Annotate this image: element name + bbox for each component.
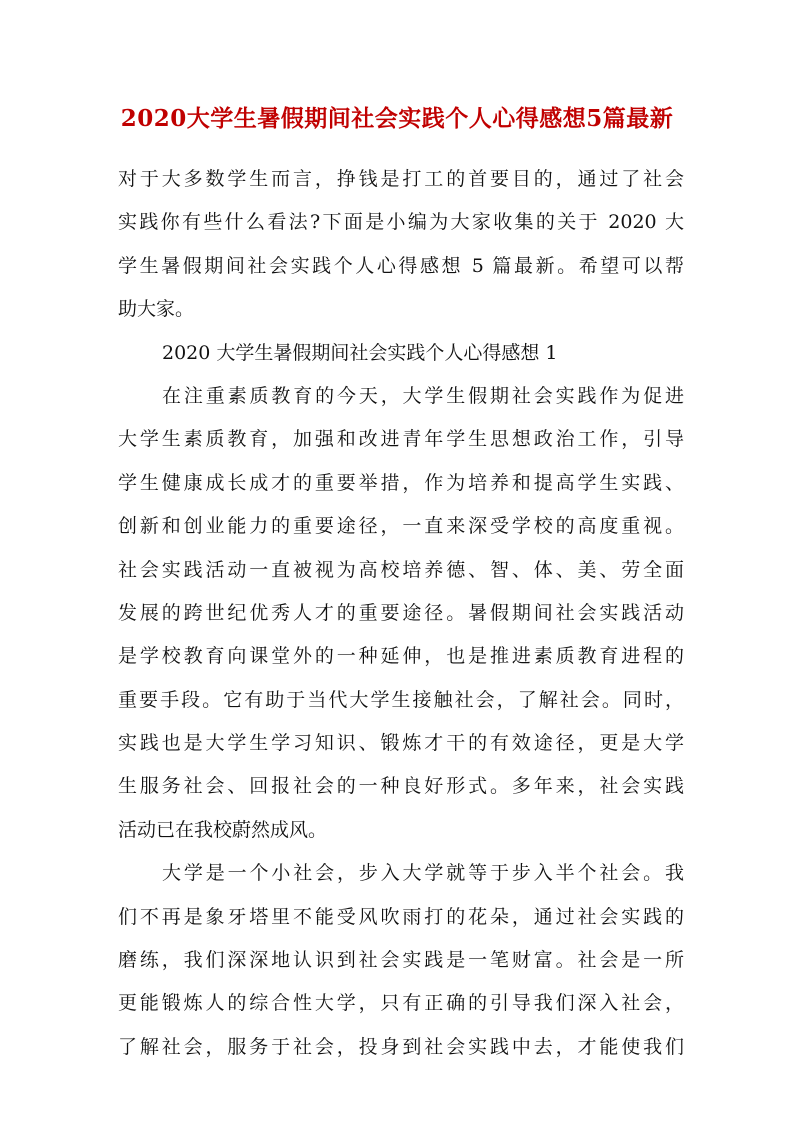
paragraph-line: 在注重素质教育的今天，大学生假期社会实践作为促进 [162,384,684,407]
paragraph-line: 大学生素质教育，加强和改进青年学生思想政治工作，引导 [118,428,684,451]
intro-line: 学生暑假期间社会实践个人心得感想 5 篇最新。希望可以帮 [118,254,684,277]
paragraph-line: 大学是一个小社会，步入大学就等于步入半个社会。我 [162,862,684,885]
paragraph-line: 了解社会，服务于社会，投身到社会实践中去，才能使我们 [118,1035,684,1058]
paragraph-line: 们不再是象牙塔里不能受风吹雨打的花朵，通过社会实践的 [118,905,684,928]
document-title: 2020大学生暑假期间社会实践个人心得感想5篇最新 [120,105,674,132]
paragraph-line: 更能锻炼人的综合性大学，只有正确的引导我们深入社会， [118,992,684,1015]
paragraph-line: 创新和创业能力的重要途径，一直来深受学校的高度重视。 [118,515,684,538]
intro-line: 对于大多数学生而言，挣钱是打工的首要目的，通过了社会 [118,168,684,190]
intro-line: 实践你有些什么看法?下面是小编为大家收集的关于 2020 大 [118,211,684,234]
paragraph-line: 实践也是大学生学习知识、锻炼才干的有效途径，更是大学 [118,732,684,755]
paragraph-line: 是学校教育向课堂外的一种延伸，也是推进素质教育进程的 [118,645,684,668]
paragraph-line: 生服务社会、回报社会的一种良好形式。多年来，社会实践 [118,775,684,798]
section-heading: 2020 大学生暑假期间社会实践个人心得感想 1 [162,341,558,364]
intro-line: 助大家。 [118,298,195,321]
paragraph-line: 磨练，我们深深地认识到社会实践是一笔财富。社会是一所 [118,949,684,972]
paragraph-line: 重要手段。它有助于当代大学生接触社会，了解社会。同时， [118,688,684,711]
paragraph-line: 发展的跨世纪优秀人才的重要途径。暑假期间社会实践活动 [118,601,684,624]
paragraph-line: 学生健康成长成才的重要举措，作为培养和提高学生实践、 [118,471,684,494]
document-body [118,158,684,1069]
paragraph-line: 活动已在我校蔚然成风。 [118,818,328,841]
paragraph-line: 社会实践活动一直被视为高校培养德、智、体、美、劳全面 [118,558,684,581]
